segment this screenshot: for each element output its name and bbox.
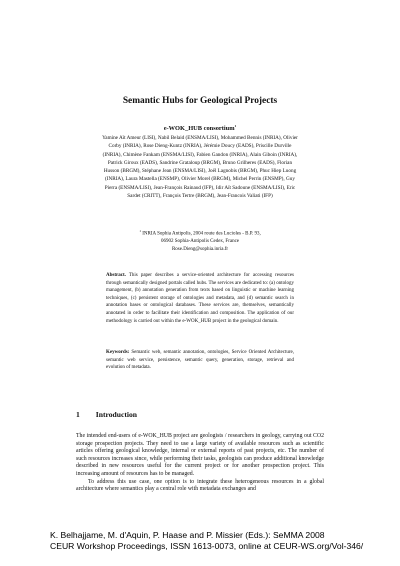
footer-line-2: CEUR Workshop Proceedings, ISSN 1613-0073, online at CEUR-WS.org/Vol-346/	[50, 541, 364, 551]
paragraph: To address this use case, one option is to integrate these heterogeneous resources in a global architecture where semantics play a central role with metadata exchanges and	[76, 478, 324, 493]
consortium-name: e-WOK_HUB consortium$^1$	[163, 124, 237, 133]
footer-line-1: K. Belhajjame, M. d'Aquin, P. Haase and P. Missier (Eds.): SeMMA 2008	[50, 530, 325, 540]
section-title: Introduction	[95, 410, 138, 419]
body-text	[76, 433, 324, 494]
affiliation-line-1: INRIA Sophia Antipolis, 2004 route des Lucioles - B.P. 93,	[142, 231, 261, 237]
section-heading	[76, 410, 153, 419]
keywords	[106, 349, 294, 372]
keywords-label: Keywords:	[106, 350, 130, 355]
author-list: Yamine Aït Ameur (LISI), Nabil Belaid (ENSMA/LISI), Mohammed Bennis (INRIA), Olivier Corby (INRIA), Rose Dieng-Kuntz (INRIA), Jérémie Doucy (EADS), Priscille Durville (INRIA), Chimène Fankam (ENSMA/LISI), Fabien Gandon (INRIA), Alain Giboin (INRIA), Patrick Giroux (EADS), Sandrine Grataloup (BRGM), Bruno Grilheres (EADS), Florian Husson (BRGM), Stéphane Jean (ENSMA/LISI), Joël Lagnobis (BRGM), Phuc Hiep Luong (INRIA), Laura Mastella (ENSMP), Olivier Morel (BRGM), Michel Perrin (ENSMP), Guy Pierra (ENSMA/LISI), Jean-François Rainaud (IFP), Idir Aït Sadoune (ENSMA/LISI), Eric Sardet (CRITT), François Tertre (BRGM), Jean-Francois Valiati (IFP)	[102, 135, 298, 200]
paragraph: The intended end-users of e-WOK_HUB project are geologists / researchers in geology, carrying out CO2 storage prospection projects. They need to use a large variety of available resources such as scientific articles offering geological knowledge, internal or external reports of past projects, etc. The number of such resources increases since, while performing their tasks, geologists can produce additional knowledge described in new resources useful for the current project or for another prospection project. This increasing amount of resources has to be managed.	[76, 433, 324, 477]
proceedings-footer	[50, 530, 370, 552]
affiliation-email: Rose.Dieng@sophia.inria.fr	[171, 246, 229, 252]
section-number: 1	[76, 410, 80, 419]
affiliation-line-2: 06902 Sophia-Antipolis Cedex, France	[160, 239, 240, 245]
abstract	[106, 272, 294, 325]
abstract-label: Abstract.	[106, 273, 126, 278]
keywords-text: Semantic web, semantic annotation, ontologies, Service Oriented Architecture, semantic web service, persistence, semantic query, generation, storage, retrieval and evolution of metadata.	[106, 350, 295, 371]
affiliation: $^1$ INRIA Sophia Antipolis, 2004 route des Lucioles - B.P. 93, 06902 Sophia-Antipolis Cedex, France Rose.Dieng@sophia.inria.fr	[120, 228, 280, 253]
abstract-text: This paper describes a service-oriented architecture for accessing resources through semantically designed portals called hubs. The services are dedicated to: (a) ontology management, (b) annotation generation from texts based on linguistic or machine learning techniques, (c) persistent storage of ontologies and metadata, and (d) semantic search in annotation bases or ontological databases. These services are, themselves, semantically annotated in order to facilitate their identification and composition. The application of our methodology is carried out within the e-WOK_HUB project in the geological domain.	[106, 273, 294, 324]
paper-title: Semantic Hubs for Geological Projects	[122, 96, 278, 106]
